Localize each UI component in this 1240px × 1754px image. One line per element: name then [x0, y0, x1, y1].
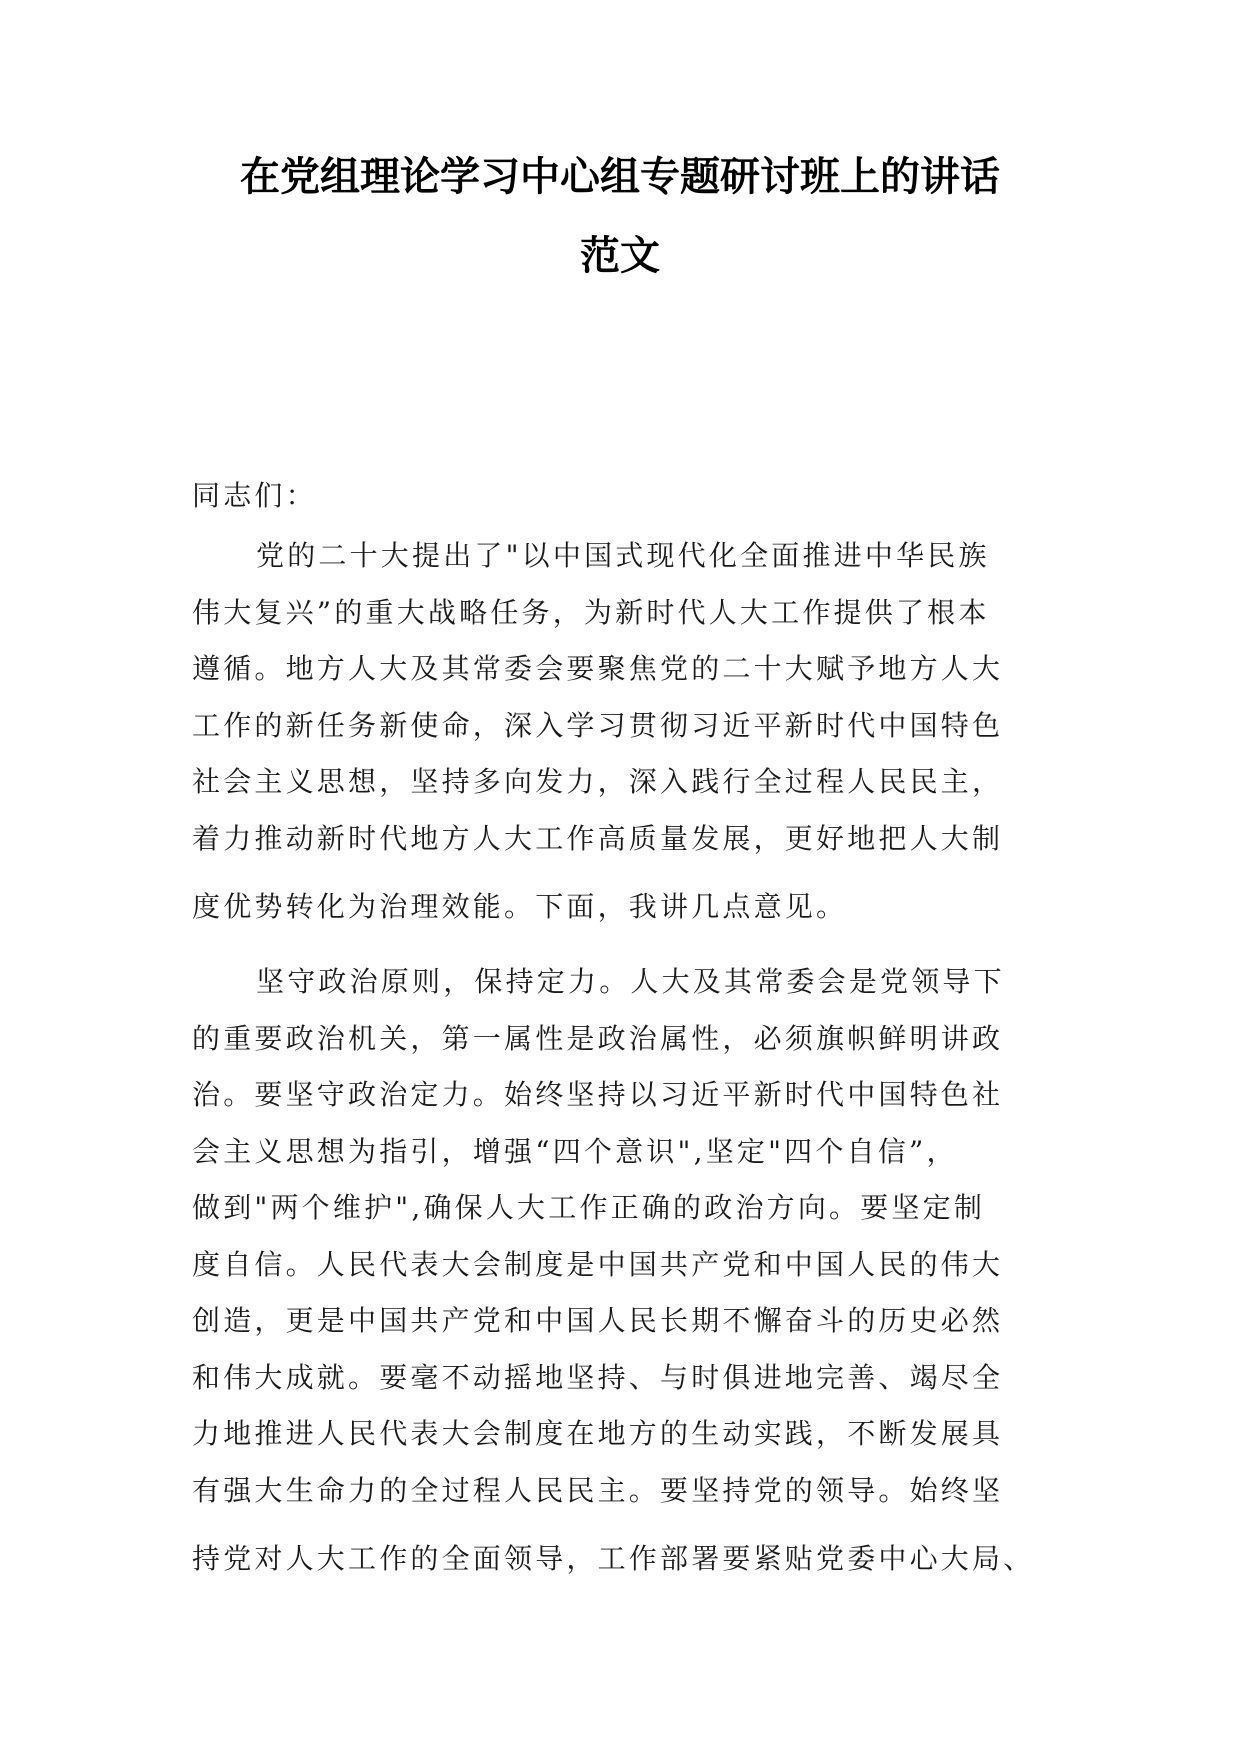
paragraph-line: 坚守政治原则，保持定力。人大及其常委会是党领导下 [256, 965, 1005, 998]
paragraph-line: 遵循。地方人大及其常委会要聚焦党的二十大赋予地方人大 [192, 652, 1004, 685]
paragraph-line: 社会主义思想，坚持多向发力，深入践行全过程人民民主， [192, 765, 1004, 798]
paragraph-line: 做到"两个维护",确保人大工作正确的政治方向。要坚定制 [192, 1191, 986, 1224]
document-title-line1: 在党组理论学习中心组专题研讨班上的讲话 [240, 154, 1000, 200]
paragraph-line: 创造，更是中国共产党和中国人民长期不懈奋斗的历史必然 [192, 1304, 1004, 1337]
document-title-line2: 范文 [580, 233, 660, 279]
salutation: 同志们： [192, 479, 317, 512]
paragraph-1 [192, 528, 1070, 936]
paragraph-line: 的重要政治机关，第一属性是政治属性，必须旗帜鲜明讲政 [192, 1021, 1004, 1055]
paragraph-line: 和伟大成就。要毫不动摇地坚持、与时俱进地完善、竭尽全 [192, 1360, 1004, 1394]
paragraph-line: 党的二十大提出了"以中国式现代化全面推进中华民族 [256, 539, 990, 572]
paragraph-line: 治。要坚守政治定力。始终坚持以习近平新时代中国特色社 [192, 1078, 1004, 1111]
paragraph-line: 力地推进人民代表大会制度在地方的生动实践，不断发展具 [192, 1417, 1004, 1450]
paragraph-line: 有强大生命力的全过程人民民主。要坚持党的领导。始终坚 [192, 1473, 1004, 1507]
paragraph-line: 伟大复兴”的重大战略任务，为新时代人大工作提供了根本 [192, 595, 990, 629]
paragraph-2 [192, 954, 1070, 1588]
paragraph-line: 度自信。人民代表大会制度是中国共产党和中国人民的伟大 [192, 1247, 1004, 1281]
paragraph-line: 会主义思想为指引，增强“四个意识",坚定"四个自信”， [192, 1134, 958, 1168]
paragraph-line: 着力推动新时代地方人大工作高质量发展，更好地把人大制 [192, 821, 1004, 855]
paragraph-line: 工作的新任务新使命，深入学习贯彻习近平新时代中国特色 [192, 708, 1004, 742]
paragraph-line: 度优势转化为治理效能。下面，我讲几点意见。 [192, 890, 848, 923]
paragraph-line: 持党对人大工作的全面领导，工作部署要紧贴党委中心大局、 [192, 1542, 1035, 1575]
